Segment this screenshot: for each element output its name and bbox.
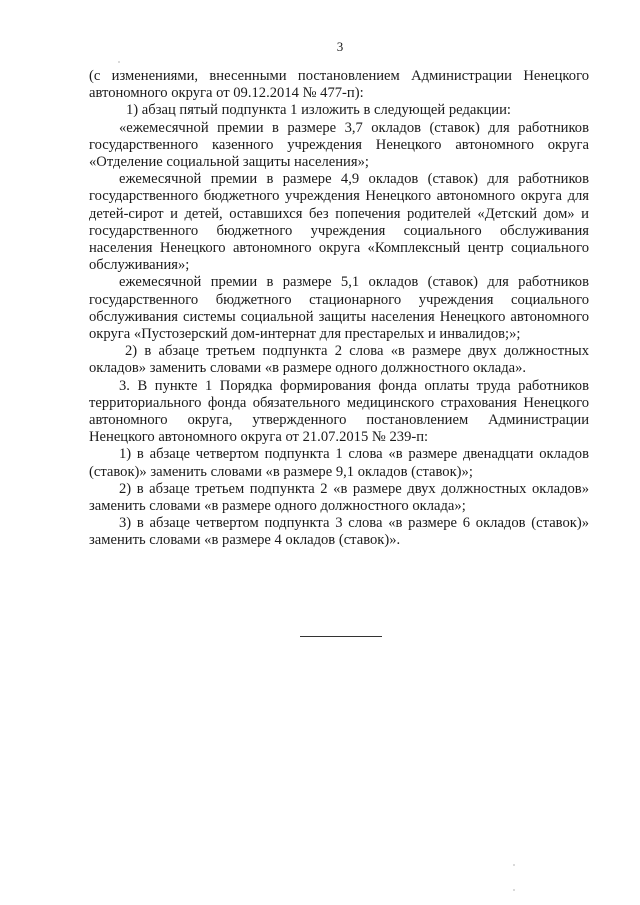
- paragraph-section-3-item-1: 1) в абзаце четвертом подпункта 1 слова «в размере двенадцати окладов (ставок)» заменить словами «в размере 9,1 окладов (ставок)»;: [89, 446, 589, 480]
- document-body: [89, 68, 589, 550]
- paragraph-amendment-reference: (с изменениями, внесенными постановлением Администрации Ненецкого автономного округа от 09.12.2014 № 477-п):: [89, 68, 589, 102]
- paragraph-section-3-item-3: 3) в абзаце четвертом подпункта 3 слова «в размере 6 окладов (ставок)» заменить словами «в размере 4 окладов (ставок)».: [89, 515, 589, 549]
- paragraph-bonus-4-9: ежемесячной премии в размере 4,9 окладов (ставок) для работников государственного бюджетного учреждения Ненецкого автономного округа для детей-сирот и детей, оставшихся без попечения родителей «Детский дом» и государственного бюджетного учреждения социального обслуживания населения Ненецкого автономного округа «Комплексный центр социального обслуживания»;: [89, 171, 589, 274]
- page-number: 3: [336, 39, 344, 54]
- paragraph-item-2: 2) в абзаце третьем подпункта 2 слова «в размере двух должностных окладов» заменить словами «в размере одного должностного оклада».: [89, 343, 589, 377]
- paragraph-bonus-5-1: ежемесячной премии в размере 5,1 окладов (ставок) для работников государственного бюджетного стационарного учреждения социального обслуживания системы социальной защиты населения Ненецкого автономного округа «Пустозерский дом-интернат для престарелых и инвалидов;»;: [89, 274, 589, 343]
- paragraph-section-3-item-2: 2) в абзаце третьем подпункта 2 «в размере двух должностных окладов» заменить словами «в размере одного должностного оклада»;: [89, 480, 589, 515]
- scan-speck: [118, 61, 120, 63]
- scan-speck: [513, 889, 515, 891]
- paragraph-bonus-3-7: «ежемесячной премии в размере 3,7 окладов (ставок) для работников государственного казенного учреждения Ненецкого автономного округа «Отделение социальной защиты населения»;: [89, 119, 589, 171]
- scan-speck: [513, 864, 515, 866]
- paragraph-section-3: 3. В пункте 1 Порядка формирования фонда оплаты труда работников территориального фонда обязательного медицинского страхования Ненецкого автономного округа, утвержденного постановлением Администрации Ненецкого автономного округа от 21.07.2015 № 239-п:: [89, 377, 589, 446]
- paragraph-item-1-intro: 1) абзац пятый подпункта 1 изложить в следующей редакции:: [126, 102, 511, 119]
- end-separator-line: [300, 636, 382, 637]
